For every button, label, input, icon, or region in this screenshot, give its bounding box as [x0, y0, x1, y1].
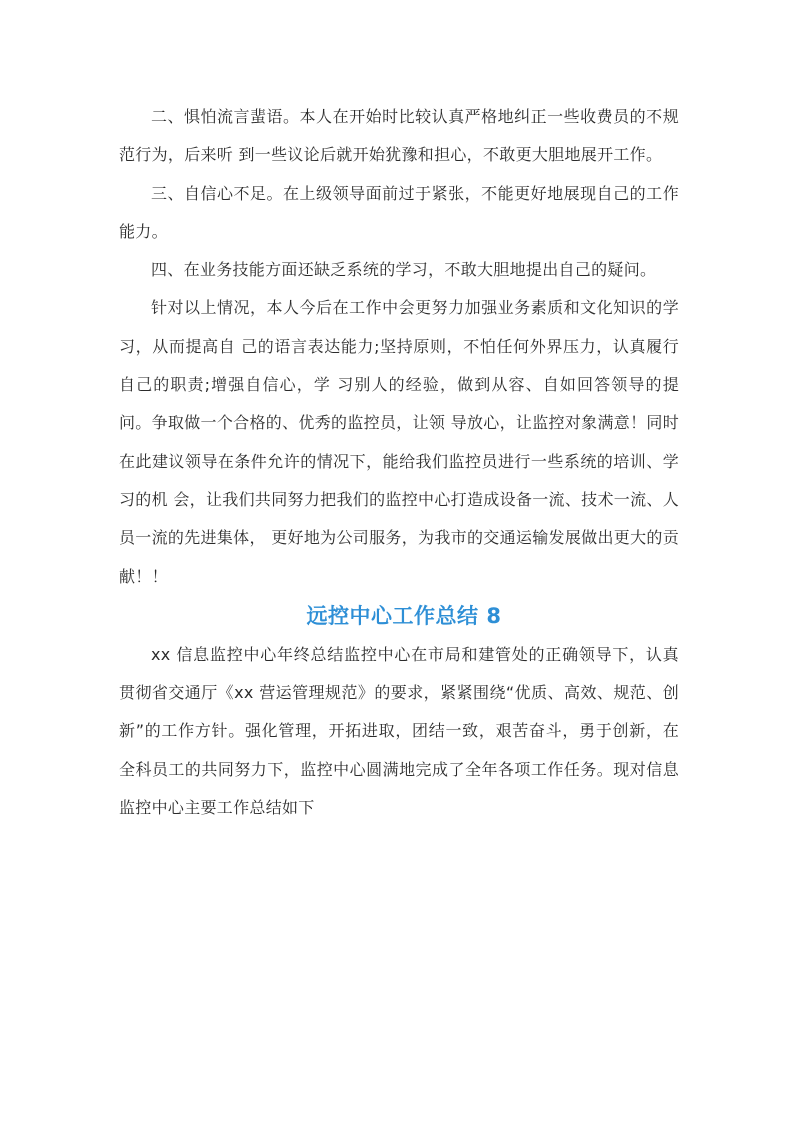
paragraph-skill-gap: 四、在业务技能方面还缺乏系统的学习，不敢大胆地提出自己的疑问。 — [151, 260, 657, 280]
paragraph-lack-confidence: 三、自信心不足。在上级领导面前过于紧张，不能更好地展现自己的工作能力。 — [119, 183, 679, 241]
document-body — [119, 98, 679, 827]
section-heading: 远控中心工作总结 8 — [306, 603, 502, 628]
paragraph-rumor-fear: 二、惧怕流言蜚语。本人在开始时比较认真严格地纠正一些收费员的不规范行为，后来听 到一些议论后就开始犹豫和担心，不敢更大胆地展开工作。 — [119, 107, 679, 165]
paragraph-annual-summary: xx 信息监控中心年终总结监控中心在市局和建管处的正确领导下，认真贯彻省交通厅《xx 营运管理规范》的要求，紧紧围绕“优质、高效、规范、创新”的工作方针。强化管理，开拓进取，团结一致，艰苦奋斗，勇于创新，在全科员工的共同努力下，监控中心圆满地完成了全年各项工作任务。现对信息监控中心主要工作总结如下 — [119, 644, 679, 818]
paragraph-improvement-plan: 针对以上情况，本人今后在工作中会更努力加强业务素质和文化知识的学习，从而提高自 己的语言表达能力;坚持原则，不怕任何外界压力，认真履行自己的职责;增强自信心，学 习别人的经验，做到从容、自如回答领导的提问。争取做一个合格的、优秀的监控员，让领 导放心，让监控对象满意！同时在此建议领导在条件允许的情况下，能给我们监控员进行一些系统的培训、学习的机 会，让我们共同努力把我们的监控中心打造成设备一流、技术一流、人员一流的先进集体， 更好地为公司服务，为我市的交通运输发展做出更大的贡献！！ — [119, 298, 679, 586]
